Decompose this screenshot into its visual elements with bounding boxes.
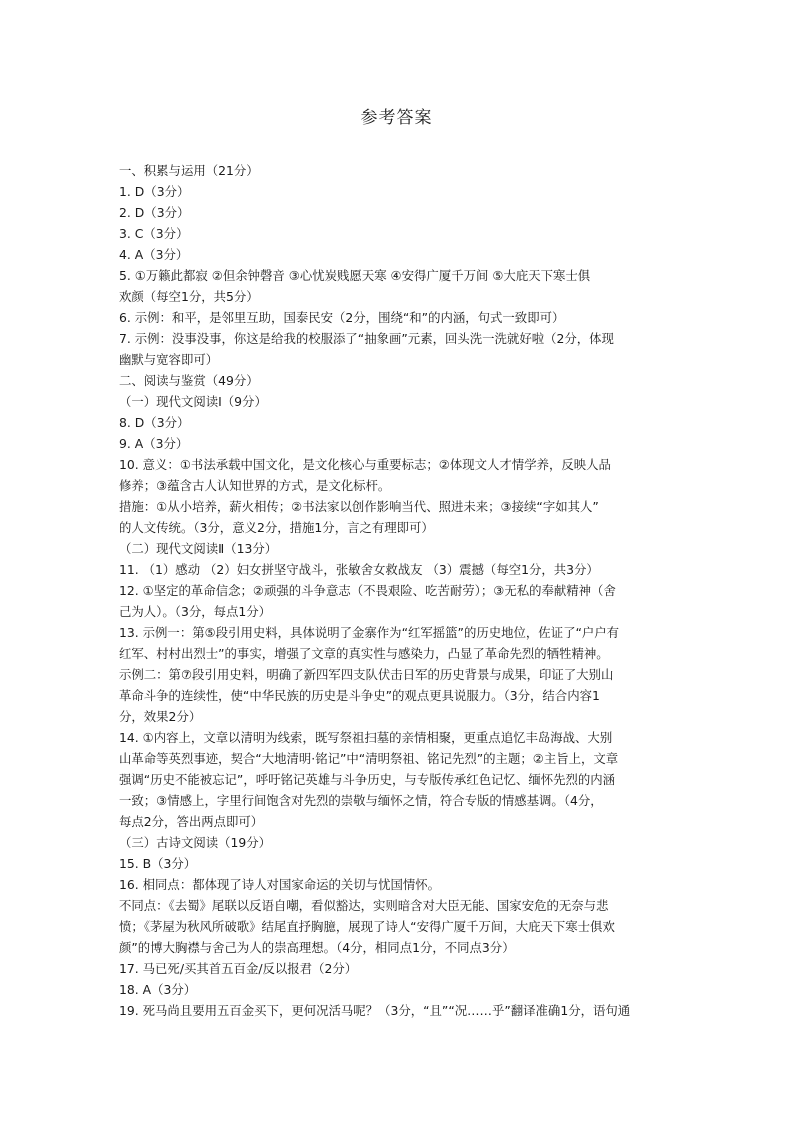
answer-line: 17. 马已死/买其首五百金/反以报君（2分）: [119, 961, 358, 976]
page-title: 参考答案: [360, 108, 433, 128]
answer-line: 分，效果2分）: [119, 709, 202, 724]
answer-line: 强调“历史不能被忘记”，呼吁铭记英雄与斗争历史，与专版传承红色记忆、缅怀先烈的内涵: [119, 772, 616, 787]
answer-line: 每点2分，答出两点即可）: [119, 814, 264, 829]
answer-line: 9. A（3分）: [119, 436, 189, 451]
answer-line: 欢颜（每空1分，共5分）: [119, 289, 259, 304]
answer-line: 4. A（3分）: [119, 247, 189, 262]
answer-content: [119, 160, 685, 1021]
answer-line: （二）现代文阅读Ⅱ（13分）: [119, 541, 278, 556]
answer-line: 1. D（3分）: [119, 184, 190, 199]
answer-line: 愤；《茅屋为秋风所破歌》结尾直抒胸臆，展现了诗人“安得广厦千万间，大庇天下寒士俱欢: [119, 919, 615, 934]
answer-line: 12. ①坚定的革命信念；②顽强的斗争意志（不畏艰险、吃苦耐劳）；③无私的奉献精神（舍: [119, 583, 616, 598]
answer-line: 不同点：《去蜀》尾联以反语自嘲，看似豁达，实则暗含对大臣无能、国家安危的无奈与悲: [119, 898, 609, 913]
answer-line: （三）古诗文阅读（19分）: [119, 835, 272, 850]
answer-line: 示例二：第⑦段引用史料，明确了新四军四支队伏击日军的历史背景与成果，印证了大别山: [119, 667, 614, 682]
answer-line: 己为人）。（3分，每点1分）: [119, 604, 272, 619]
answer-line: 一、积累与运用（21分）: [119, 163, 259, 178]
answer-line: 红军、村村出烈士”的事实，增强了文章的真实性与感染力，凸显了革命先烈的牺牲精神。: [119, 646, 609, 661]
answer-line: 颜”的博大胸襟与舍己为人的崇高理想。（4分，相同点1分，不同点3分）: [119, 940, 515, 955]
answer-line: 19. 死马尚且要用五百金买下，更何况活马呢？（3分，“且”“况……乎”翻译准确1分，语句通: [119, 1003, 631, 1018]
answer-line: （一）现代文阅读Ⅰ（9分）: [119, 394, 267, 409]
answer-line: 革命斗争的连续性，使“中华民族的历史是斗争史”的观点更具说服力。（3分，结合内容1: [119, 688, 600, 703]
answer-line: 5. ①万籁此都寂 ②但余钟磬音 ③心忧炭贱愿天寒 ④安得广厦千万间 ⑤大庇天下寒士俱: [119, 268, 591, 283]
answer-line: 幽默与宽容即可）: [119, 352, 219, 367]
answer-line: 16. 相同点：都体现了诗人对国家命运的关切与忧国情怀。: [119, 877, 441, 892]
answer-line: 二、阅读与鉴赏（49分）: [119, 373, 259, 388]
answer-line: 13. 示例一：第⑤段引用史料，具体说明了金寨作为“红军摇篮”的历史地位，佐证了“户户有: [119, 625, 620, 640]
answer-line: 措施：①从小培养，薪火相传；②书法家以创作影响当代、照进未来；③接续“字如其人”: [119, 499, 599, 514]
answer-line: 11. （1）感动 （2）妇女拼坚守战斗，张敏舍女救战友 （3）震撼（每空1分，共3分）: [119, 562, 599, 577]
answer-line: 2. D（3分）: [119, 205, 190, 220]
answer-line: 山革命等英烈事迹，契合“大地清明·铭记”中“清明祭祖、铭记先烈”的主题；②主旨上，文章: [119, 751, 619, 766]
answer-line: 6. 示例：和平，是邻里互助，国泰民安（2分，围绕“和”的内涵，句式一致即可）: [119, 310, 565, 325]
answer-line: 10. 意义：①书法承载中国文化，是文化核心与重要标志；②体现文人才情学养，反映人品: [119, 457, 611, 472]
answer-line: 3. C（3分）: [119, 226, 189, 241]
answer-line: 7. 示例：没事没事，你这是给我的校服添了“抽象画”元素，回头洗一洗就好啦（2分，体现: [119, 331, 614, 346]
answer-line: 8. D（3分）: [119, 415, 190, 430]
answer-line: 修养；③蕴含古人认知世界的方式，是文化标杆。: [119, 478, 391, 493]
answer-line: 一致；③情感上，字里行间饱含对先烈的崇敬与缅怀之情，符合专版的情感基调。（4分，: [119, 793, 603, 808]
answer-line: 18. A（3分）: [119, 982, 197, 997]
answer-line: 15. B（3分）: [119, 856, 197, 871]
answer-line: 的人文传统。（3分，意义2分，措施1分，言之有理即可）: [119, 520, 434, 535]
answer-line: 14. ①内容上，文章以清明为线索，既写祭祖扫墓的亲情相聚，更重点追忆丰岛海战、大别: [119, 730, 613, 745]
